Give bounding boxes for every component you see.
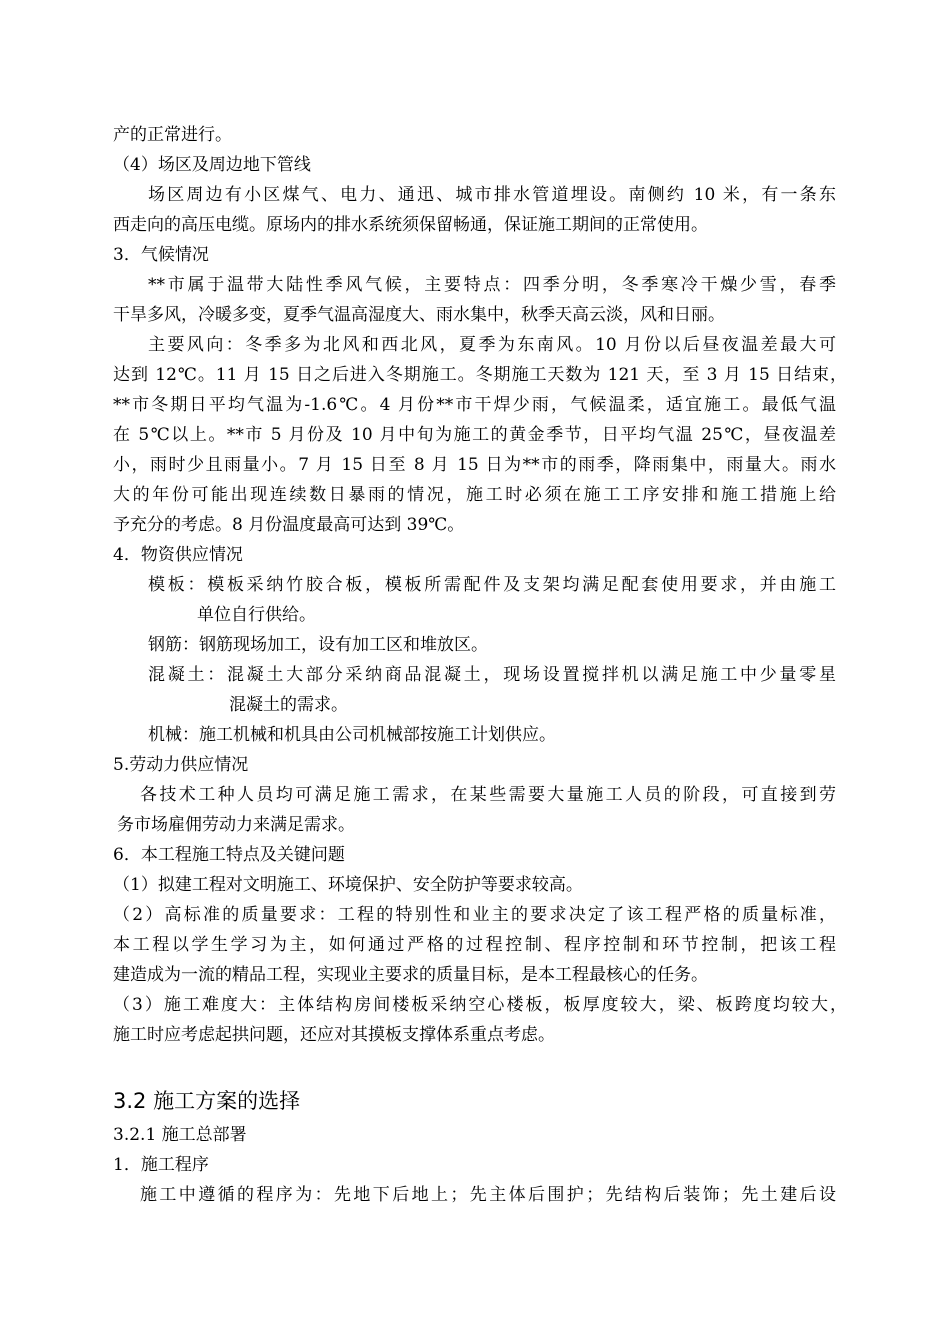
text-line: **市冬期日平均气温为-1.6℃。4 月份**市干焊少雨，气候温柔，适宜施工。最低气温 [113, 395, 836, 415]
text-line: 建造成为一流的精品工程，实现业主要求的质量目标，是本工程最核心的任务。 [113, 965, 708, 985]
text-line: 混凝土的需求。 [229, 695, 348, 715]
text-line: 大的年份可能出现连续数日暴雨的情况，施工时必须在施工工序安排和施工措施上给 [113, 485, 836, 505]
text-line: 在 5℃以上。**市 5 月份及 10 月中旬为施工的黄金季节，日平均气温 25℃，昼夜温差 [113, 425, 836, 445]
text-line: 产的正常进行。 [113, 125, 232, 145]
text-line: 钢筋：钢筋现场加工，设有加工区和堆放区。 [148, 635, 488, 655]
text-line: 本工程以学生学习为主，如何通过严格的过程控制、程序控制和环节控制，把该工程 [113, 935, 836, 955]
text-line: （2）高标准的质量要求：工程的特别性和业主的要求决定了该工程严格的质量标准， [113, 905, 836, 925]
text-line: （4）场区及周边地下管线 [113, 155, 311, 175]
text-line: 单位自行供给。 [197, 605, 316, 625]
text-line: （3）施工难度大：主体结构房间楼板采纳空心楼板，板厚度较大，梁、板跨度均较大， [113, 995, 847, 1015]
text-line: 务市场雇佣劳动力来满足需求。 [117, 815, 355, 835]
text-line: 场区周边有小区煤气、电力、通迅、城市排水管道埋设。南侧约 10 米，有一条东 [148, 185, 836, 205]
section-heading: 3.2 施工方案的选择 [113, 1089, 301, 1113]
text-line: 6．本工程施工特点及关键问题 [113, 845, 345, 865]
text-line: **市属于温带大陆性季风气候，主要特点：四季分明，冬季寒冷干燥少雪，春季 [148, 275, 836, 295]
text-line: 3．气候情况 [113, 245, 209, 265]
text-line: （1）拟建工程对文明施工、环境保护、安全防护等要求较高。 [113, 875, 583, 895]
text-line: 模板：模板采纳竹胶合板，模板所需配件及支架均满足配套使用要求，并由施工 [148, 575, 836, 595]
text-line: 5.劳动力供应情况 [113, 755, 249, 775]
subsection-title: 3.2.1 施工总部署 [113, 1125, 247, 1145]
text-line: 小，雨时少且雨量小。7 月 15 日至 8 月 15 日为**市的雨季，降雨集中，雨量大。雨水 [113, 455, 836, 475]
text-line: 1．施工程序 [113, 1155, 209, 1175]
text-line: 4．物资供应情况 [113, 545, 243, 565]
text-line: 机械：施工机械和机具由公司机械部按施工计划供应。 [148, 725, 556, 745]
text-line: 予充分的考虑。8 月份温度最高可达到 39℃。 [113, 515, 465, 535]
text-line: 达到 12℃。11 月 15 日之后进入冬期施工。冬期施工天数为 121 天，至 3 月 15 日结束， [113, 365, 847, 385]
text-line: 各技术工种人员均可满足施工需求，在某些需要大量施工人员的阶段，可直接到劳 [140, 785, 836, 805]
text-line: 干旱多风，冷暖多变，夏季气温高湿度大、雨水集中，秋季天高云淡，风和日丽。 [113, 305, 725, 325]
text-line: 混凝土：混凝土大部分采纳商品混凝土，现场设置搅拌机以满足施工中少量零星 [148, 665, 836, 685]
text-line: 西走向的高压电缆。原场内的排水系统须保留畅通，保证施工期间的正常使用。 [113, 215, 708, 235]
text-line: 施工时应考虑起拱问题，还应对其摸板支撑体系重点考虑。 [113, 1025, 555, 1045]
text-line: 主要风向：冬季多为北风和西北风，夏季为东南风。10 月份以后昼夜温差最大可 [148, 335, 836, 355]
text-line: 施工中遵循的程序为：先地下后地上；先主体后围护；先结构后装饰；先土建后设 [140, 1185, 836, 1205]
